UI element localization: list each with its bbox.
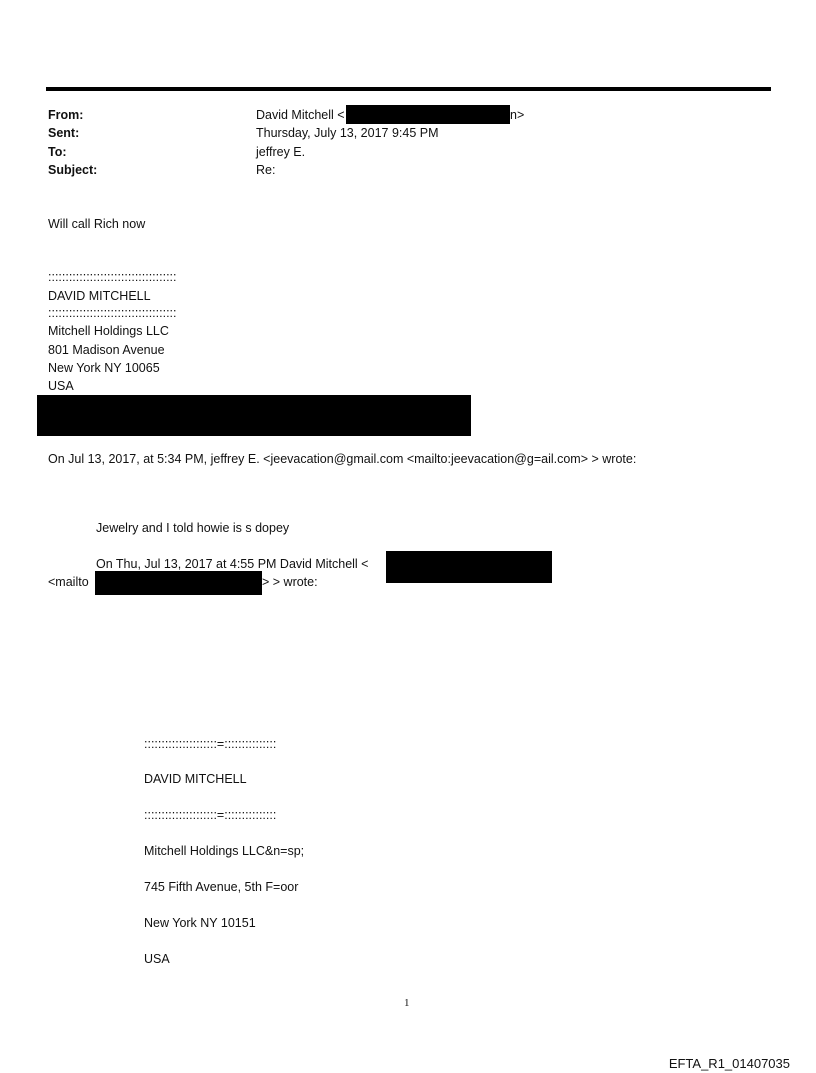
from-value: David Mitchell <: [256, 108, 345, 122]
mailto-prefix: <mailto: [48, 575, 89, 589]
signature-name: DAVID MITCHELL: [48, 289, 151, 303]
quote-attribution: On Thu, Jul 13, 2017 at 4:55 PM David Mitchell <: [96, 557, 369, 571]
subject-value: Re:: [256, 163, 276, 177]
reply-text: Will call Rich now: [48, 217, 146, 231]
to-label: To:: [48, 145, 67, 159]
page-number: 1: [404, 997, 410, 1009]
signature-city: New York NY 10151: [144, 916, 256, 930]
signature-separator: :::::::::::::::::::::::::::::::::::::: [48, 306, 177, 320]
quote-attribution: On Jul 13, 2017, at 5:34 PM, jeffrey E. <jeevacation@gmail.com <mailto:jeevacation@g=ail.com> > wrote:: [48, 452, 637, 466]
document-id: EFTA_R1_01407035: [668, 1056, 790, 1071]
signature-separator: :::::::::::::::::::::::::::::::::::::: [48, 270, 177, 284]
signature-country: USA: [144, 952, 170, 966]
redaction-box: [95, 571, 262, 595]
subject-label: Subject:: [48, 163, 98, 177]
signature-address: 801 Madison Avenue: [48, 343, 165, 357]
redaction-box: [37, 395, 471, 436]
redaction-box: [346, 105, 510, 124]
from-label: From:: [48, 108, 84, 122]
signature-company: Mitchell Holdings LLC&n=sp;: [144, 844, 305, 858]
redaction-box: [386, 551, 552, 583]
signature-separator: :::::::::::::::::::::=:::::::::::::::: [144, 737, 277, 751]
sent-value: Thursday, July 13, 2017 9:45 PM: [256, 126, 439, 140]
sent-label: Sent:: [48, 126, 80, 140]
signature-city: New York NY 10065: [48, 361, 160, 375]
signature-country: USA: [48, 379, 74, 393]
signature-name: DAVID MITCHELL: [144, 772, 247, 786]
header-rule: [46, 87, 771, 91]
signature-separator: :::::::::::::::::::::=:::::::::::::::: [144, 808, 277, 822]
quoted-message: Jewelry and I told howie is s dopey: [96, 521, 290, 535]
signature-address: 745 Fifth Avenue, 5th F=oor: [144, 880, 299, 894]
signature-company: Mitchell Holdings LLC: [48, 324, 169, 338]
quote-attribution-end: > > wrote:: [262, 575, 318, 589]
to-value: jeffrey E.: [256, 145, 306, 159]
from-tail: n>: [510, 108, 525, 122]
